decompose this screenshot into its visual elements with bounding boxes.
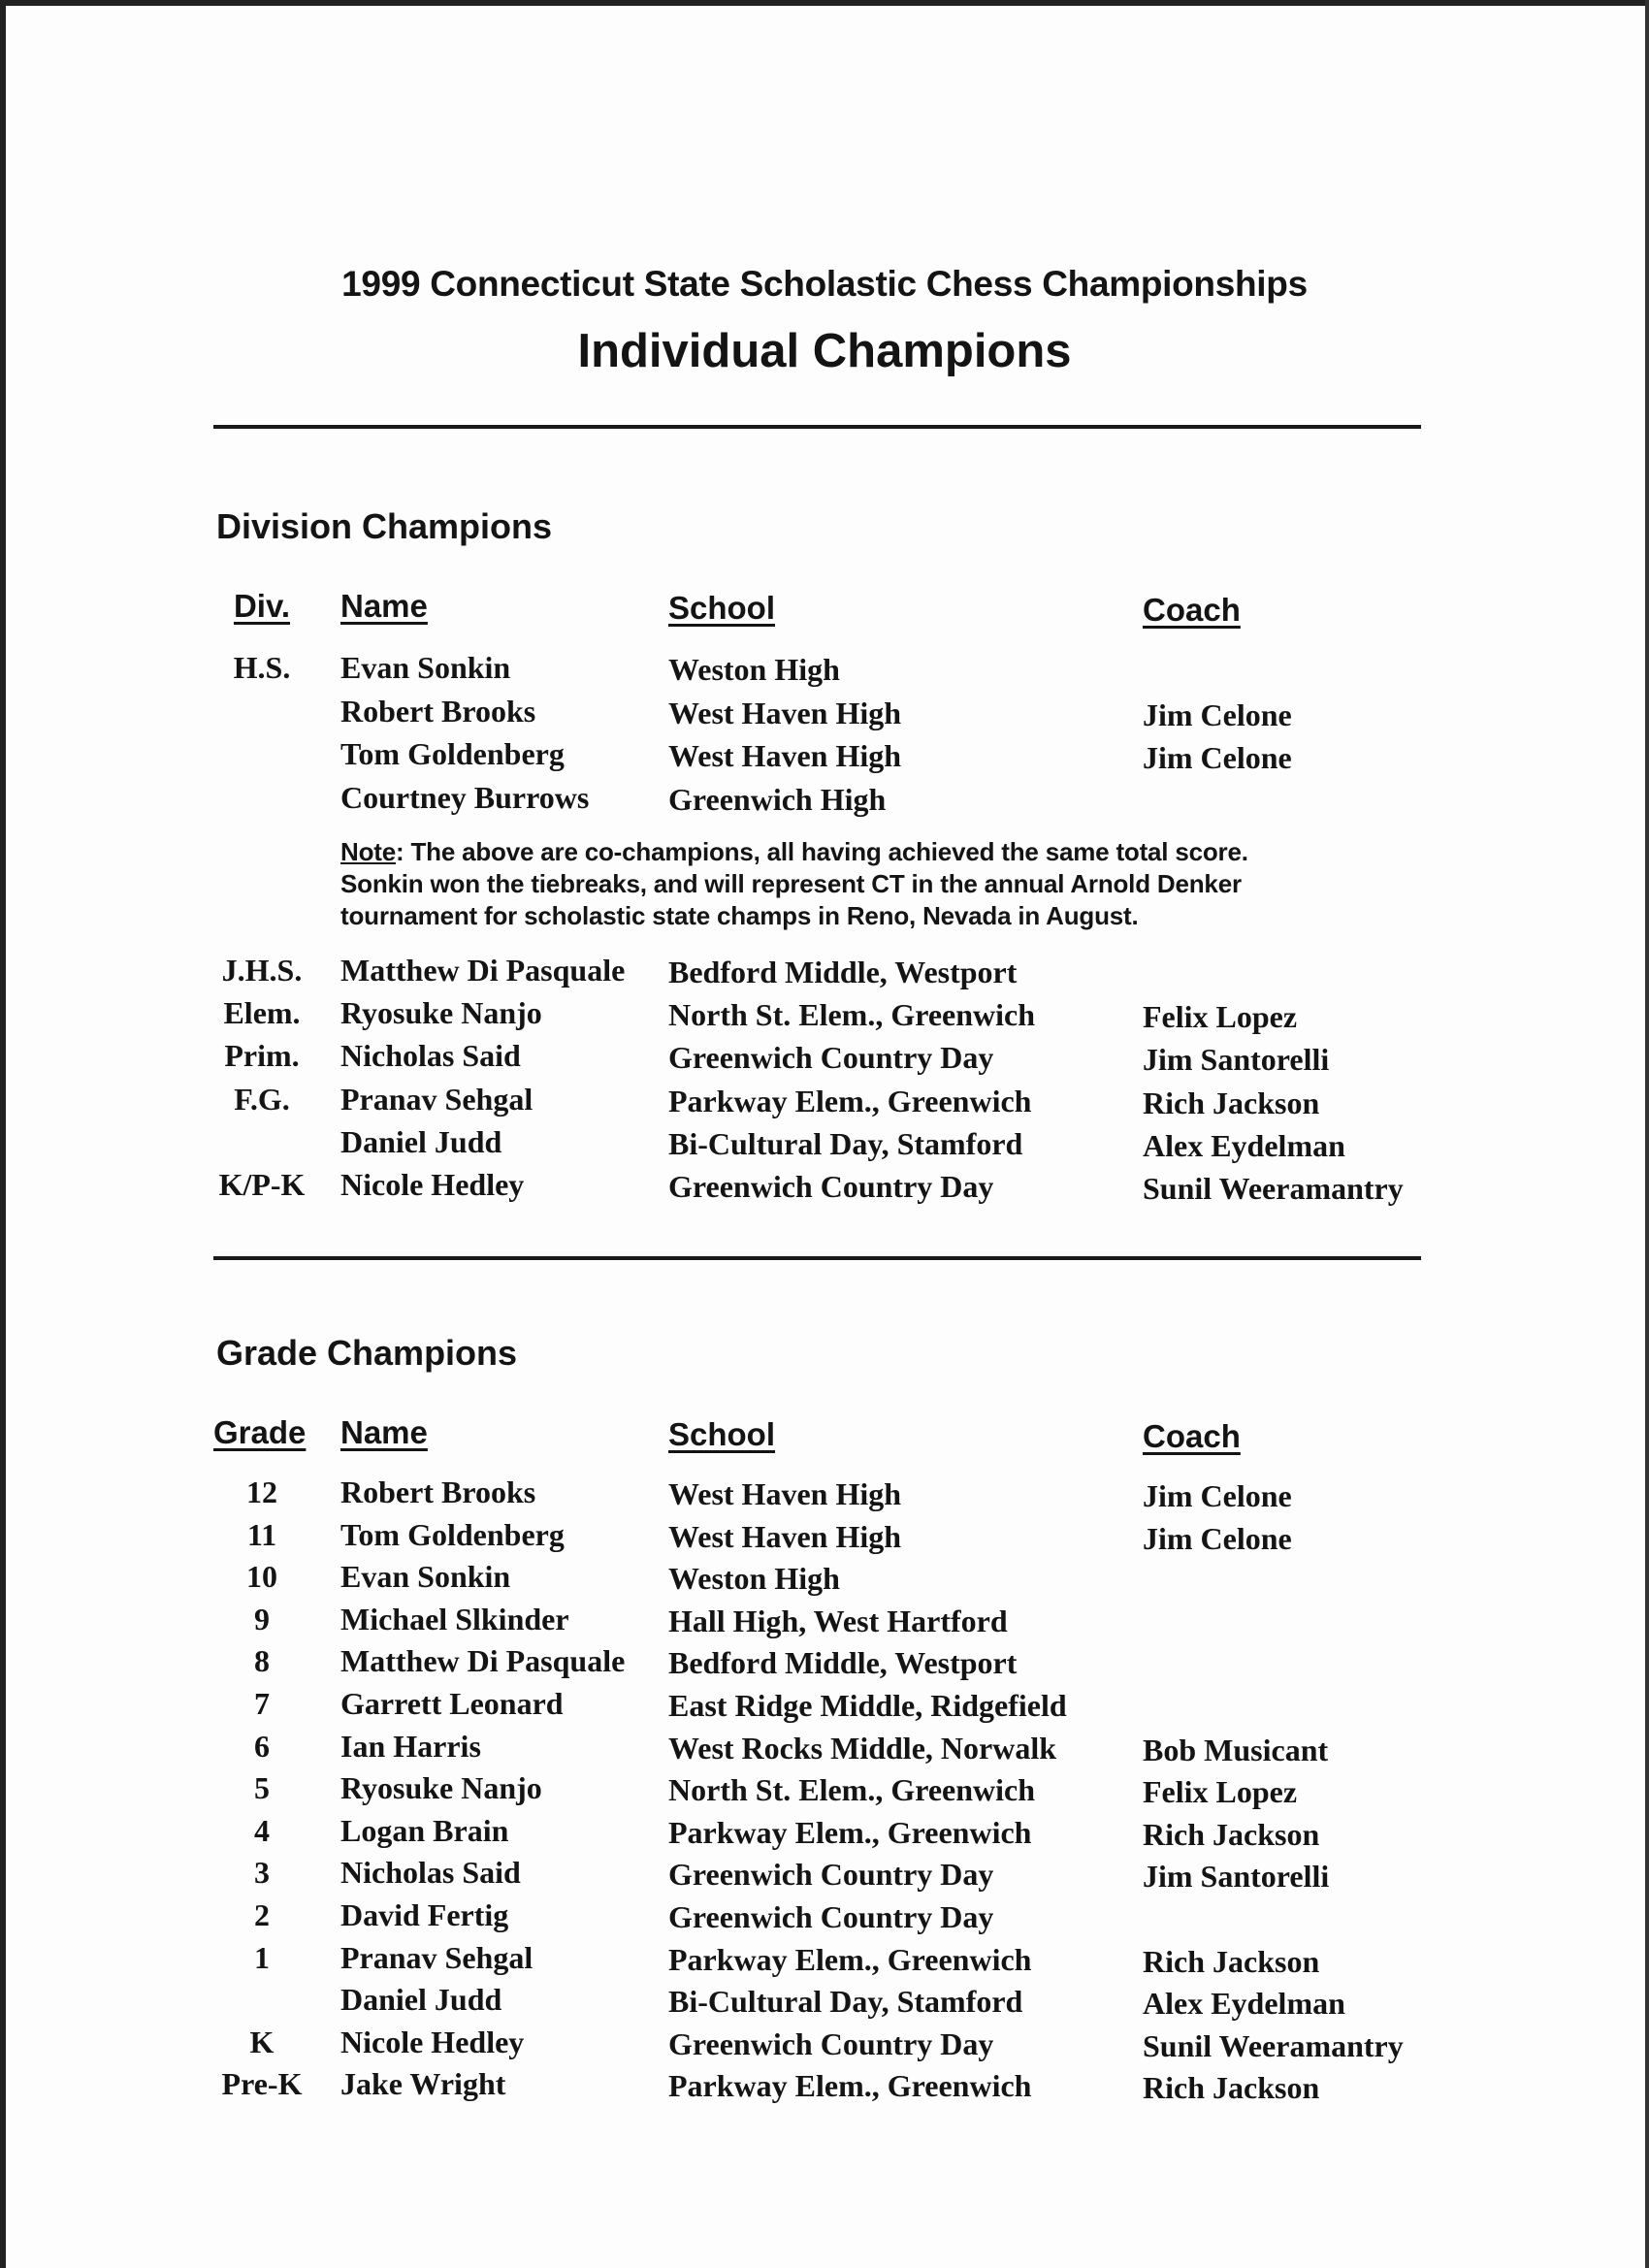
scan-edge-top [0,0,1649,6]
player-name: Ian Harris [340,1728,481,1764]
division-label: F.G. [234,1081,290,1117]
school-name: Bedford Middle, Westport [668,1645,1018,1681]
school-name: Greenwich Country Day [668,1857,994,1893]
division-col-coach: Coach [1143,592,1241,628]
school-name: Weston High [668,652,840,687]
coach-name: Sunil Weeramantry [1143,2027,1404,2063]
grade-col-name: Name [340,1414,428,1450]
player-name: Pranav Sehgal [340,1939,534,1975]
note-label: Note [340,837,396,866]
co-champions-note [340,836,1248,932]
document-title: 1999 Connecticut State Scholastic Chess Championships [341,264,1308,304]
coach-name: Rich Jackson [1143,1085,1320,1120]
coach-name: Sunil Weeramantry [1143,1171,1404,1206]
note-line-3: tournament for scholastic state champs in Reno, Nevada in August. [340,901,1139,930]
player-name: Robert Brooks [340,1474,536,1509]
note-line-1: : The above are co-champions, all having achieved the same total score. [395,837,1248,866]
player-name: Tom Goldenberg [340,736,565,771]
coach-name: Rich Jackson [1143,2070,1320,2106]
coach-name: Felix Lopez [1143,999,1298,1035]
coach-name: Alex Eydelman [1143,1127,1345,1163]
school-name: Greenwich Country Day [668,2025,994,2061]
divider-top [213,425,1421,429]
coach-name: Rich Jackson [1143,1943,1320,1979]
note-line-2: Sonkin won the tiebreaks, and will represent CT in the annual Arnold Denker [340,869,1242,898]
division-label: Elem. [223,995,301,1031]
school-name: West Haven High [668,1476,902,1511]
school-name: Parkway Elem., Greenwich [668,1083,1032,1118]
player-name: Ryosuke Nanjo [340,1770,542,1806]
school-name: West Haven High [668,695,902,730]
school-name: Greenwich Country Day [668,1899,994,1934]
player-name: Robert Brooks [340,693,536,729]
school-name: Bi-Cultural Day, Stamford [668,1125,1023,1161]
grade-label: 8 [254,1643,270,1679]
player-name: Nicole Hedley [340,1167,525,1202]
school-name: East Ridge Middle, Ridgefield [668,1688,1067,1723]
grade-heading: Grade Champions [216,1333,518,1373]
document-subtitle: Individual Champions [577,325,1072,377]
school-name: West Haven High [668,1518,902,1554]
division-col-school: School [668,590,776,626]
school-name: North St. Elem., Greenwich [668,997,1036,1033]
grade-col-grade: Grade [213,1414,307,1450]
divider-middle [213,1256,1421,1260]
player-name: Michael Slkinder [340,1601,569,1636]
school-name: Bi-Cultural Day, Stamford [668,1984,1023,2020]
division-col-div: Div. [233,588,291,624]
division-col-name: Name [340,588,428,624]
player-name: Pranav Sehgal [340,1081,534,1117]
school-name: North St. Elem., Greenwich [668,1772,1036,1808]
division-label: J.H.S. [221,953,303,988]
grade-label: 1 [254,1939,270,1975]
player-name: Daniel Judd [340,1982,502,2018]
player-name: Daniel Judd [340,1123,502,1159]
grade-col-school: School [668,1416,776,1452]
school-name: Greenwich Country Day [668,1169,994,1204]
school-name: Parkway Elem., Greenwich [668,1941,1032,1977]
grade-label: 10 [246,1559,277,1595]
player-name: Ryosuke Nanjo [340,995,542,1031]
school-name: Parkway Elem., Greenwich [668,1814,1032,1850]
coach-name: Jim Celone [1143,1520,1292,1556]
school-name: West Rocks Middle, Norwalk [668,1730,1056,1766]
player-name: Nicole Hedley [340,2024,525,2059]
player-name: Evan Sonkin [340,1559,511,1595]
school-name: Greenwich Country Day [668,1040,994,1076]
coach-name: Felix Lopez [1143,1774,1298,1810]
school-name: Parkway Elem., Greenwich [668,2068,1032,2104]
player-name: Nicholas Said [340,1038,521,1074]
coach-name: Bob Musicant [1143,1732,1329,1767]
coach-name: Alex Eydelman [1143,1986,1345,2022]
school-name: Greenwich High [668,781,887,817]
player-name: Jake Wright [340,2066,506,2102]
coach-name: Jim Celone [1143,697,1292,732]
grade-label: 5 [254,1770,270,1806]
player-name: Garrett Leonard [340,1686,564,1721]
grade-label: 9 [254,1601,270,1636]
player-name: David Fertig [340,1897,509,1932]
grade-label: 11 [246,1516,277,1552]
coach-name: Rich Jackson [1143,1816,1320,1852]
grade-label: Pre-K [221,2066,303,2102]
player-name: Logan Brain [340,1812,509,1848]
school-name: West Haven High [668,738,902,773]
grade-label: 3 [254,1855,270,1891]
player-name: Tom Goldenberg [340,1516,565,1552]
player-name: Matthew Di Pasquale [340,953,626,988]
division-label: H.S. [233,650,291,685]
division-heading: Division Champions [216,506,553,546]
school-name: Weston High [668,1561,840,1597]
grade-col-coach: Coach [1143,1418,1241,1454]
grade-label: 7 [254,1686,270,1721]
school-name: Hall High, West Hartford [668,1603,1008,1638]
coach-name: Jim Santorelli [1143,1042,1330,1078]
player-name: Evan Sonkin [340,650,511,685]
coach-name: Jim Santorelli [1143,1859,1330,1895]
grade-label: 6 [254,1728,270,1764]
school-name: Bedford Middle, Westport [668,955,1018,989]
grade-label: K [249,2024,275,2059]
player-name: Matthew Di Pasquale [340,1643,626,1679]
division-label: Prim. [224,1038,300,1074]
division-label: K/P-K [218,1167,306,1202]
coach-name: Jim Celone [1143,740,1292,775]
grade-label: 2 [254,1897,270,1932]
player-name: Nicholas Said [340,1855,521,1891]
player-name: Courtney Burrows [340,779,590,815]
grade-label: 12 [246,1474,277,1509]
coach-name: Jim Celone [1143,1478,1292,1513]
grade-label: 4 [254,1812,270,1848]
